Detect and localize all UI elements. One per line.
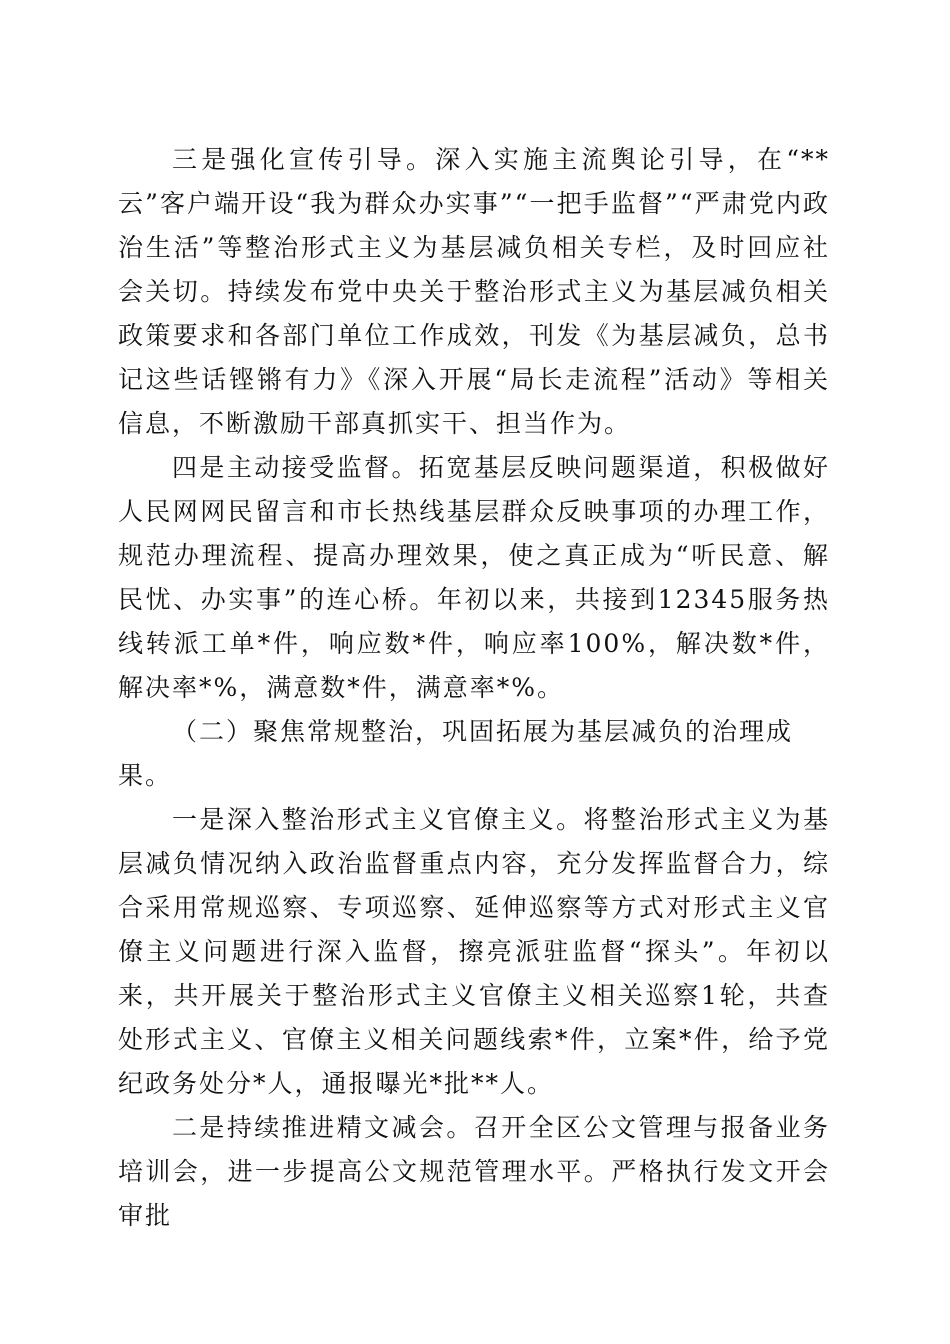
document-body <box>118 138 830 1238</box>
section-heading-2: （二）聚焦常规整治，巩固拓展为基层减负的治理成果。 <box>118 717 794 790</box>
paragraph-supervision: 四是主动接受监督。拓宽基层反映问题渠道，积极做好人民网网民留言和市长热线基层群众反映事项的办理工作，规范办理流程、提高办理效果，使之真正成为“听民意、解民忧、办实事”的连心桥。年初以来，共接到12345服务热线转派工单*件，响应数*件，响应率100%，解决数*件，解决率*%，满意数*件，满意率*%。 <box>118 453 830 702</box>
paragraph-meetings: 二是持续推进精文减会。召开全区公文管理与报备业务培训会，进一步提高公文规范管理水平。严格执行发文开会审批 <box>118 1113 830 1230</box>
paragraph-publicity: 三是强化宣传引导。深入实施主流舆论引导，在“**云”客户端开设“我为群众办实事”“一把手监督”“严肃党内政治生活”等整治形式主义为基层减负相关专栏，及时回应社会关切。持续发布党中央关于整治形式主义为基层减负相关政策要求和各部门单位工作成效，刊发《为基层减负，总书记这些话铿锵有力》《深入开展“局长走流程”活动》等相关信息，不断激励干部真抓实干、担当作为。 <box>118 145 830 438</box>
paragraph-rectification: 一是深入整治形式主义官僚主义。将整治形式主义为基层减负情况纳入政治监督重点内容，充分发挥监督合力，综合采用常规巡察、专项巡察、延伸巡察等方式对形式主义官僚主义问题进行深入监督，擦亮派驻监督“探头”。年初以来，共开展关于整治形式主义官僚主义相关巡察1轮，共查处形式主义、官僚主义相关问题线索*件，立案*件，给予党纪政务处分*人，通报曝光*批**人。 <box>118 805 830 1098</box>
